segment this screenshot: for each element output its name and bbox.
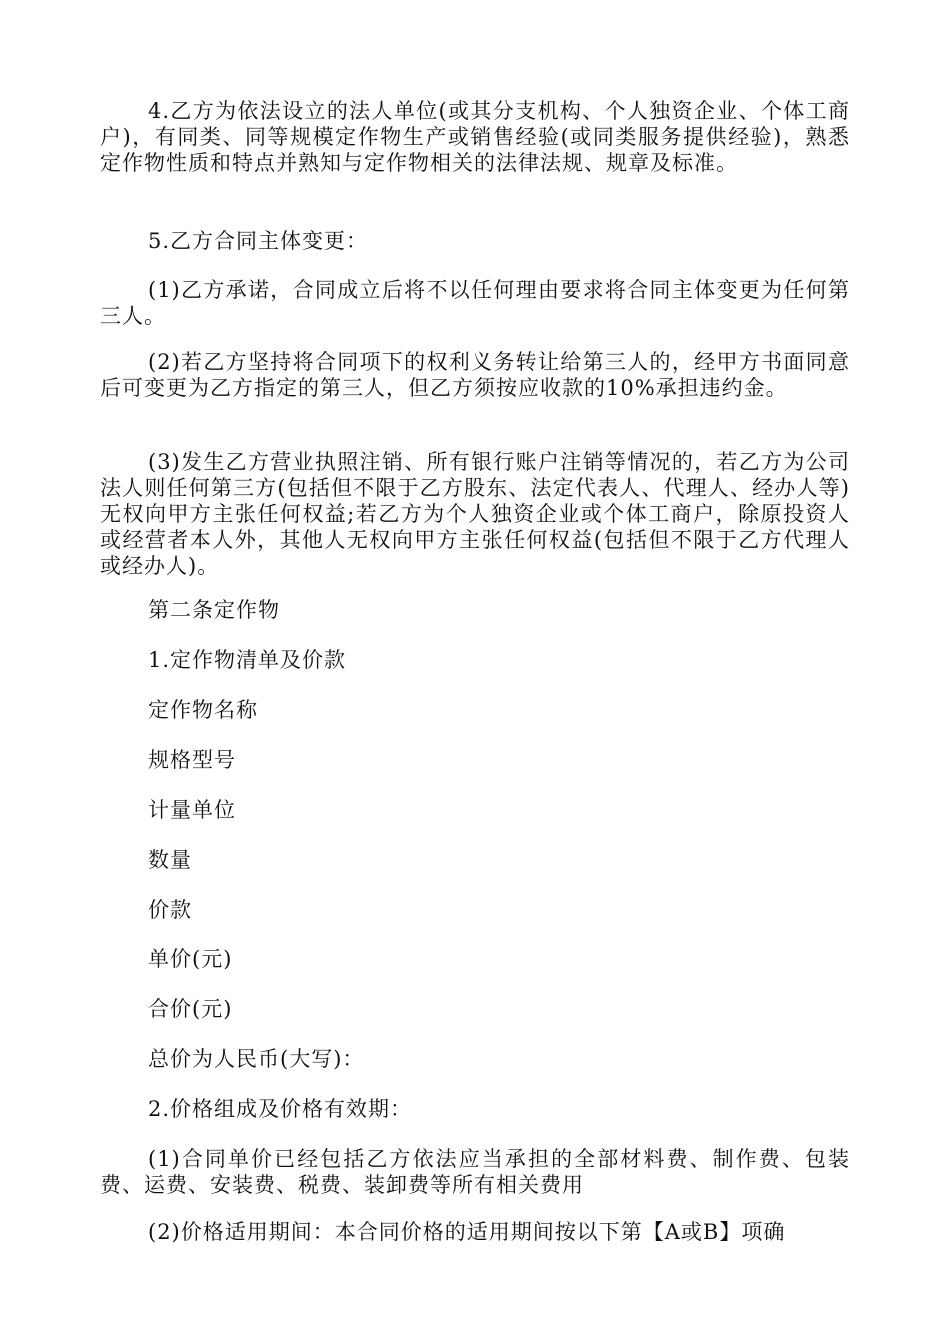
paragraph-item-list-heading: 1.定作物清单及价款: [148, 648, 347, 672]
paragraph-price-validity-clause-2: (2)价格适用期间：本合同价格的适用期间按以下第【A或B】项确: [148, 1220, 786, 1244]
section-heading-article-2: 第二条定作物: [148, 598, 280, 622]
field-label-unit-price: 单价(元): [148, 947, 233, 971]
field-label-total-price: 合价(元): [148, 997, 233, 1021]
field-label-price: 价款: [148, 898, 192, 922]
paragraph-subject-change-clause-1: (1)乙方承诺，合同成立后将不以任何理由要求将合同主体变更为任何第三人。: [100, 278, 850, 328]
paragraph-subject-change-clause-3: (3)发生乙方营业执照注销、所有银行账户注销等情况的，若乙方为公司法人则任何第三方(包括但不限于乙方股东、法定代表人、代理人、经办人等)无权向甲方主张任何权益;若乙方为个人独资企业或个体工商户，除原投资人或经营者本人外，其他人无权向甲方主张任何权益(包括但不限于乙方代理人或经办人)。: [100, 450, 850, 578]
paragraph-party-b-subject-change-heading: 5.乙方合同主体变更：: [148, 229, 369, 253]
paragraph-subject-change-clause-2: (2)若乙方坚持将合同项下的权利义务转让给第三人的，经甲方书面同意后可变更为乙方指定的第三人，但乙方须按应收款的10%承担违约金。: [100, 350, 850, 400]
field-label-spec-model: 规格型号: [148, 748, 236, 772]
paragraph-price-composition-heading: 2.价格组成及价格有效期：: [148, 1097, 413, 1121]
paragraph-party-b-qualification: 4.乙方为依法设立的法人单位(或其分支机构、个人独资企业、个体工商户)，有同类、同等规模定作物生产或销售经验(或同类服务提供经验)，熟悉定作物性质和特点并熟知与定作物相关的法律法规、规章及标准。: [100, 99, 850, 175]
field-label-quantity: 数量: [148, 848, 192, 872]
field-label-grand-total-rmb: 总价为人民币(大写)：: [148, 1047, 365, 1071]
paragraph-price-composition-clause-1: (1)合同单价已经包括乙方依法应当承担的全部材料费、制作费、包装费、运费、安装费、税费、装卸费等所有相关费用: [100, 1147, 850, 1197]
field-label-unit: 计量单位: [148, 798, 236, 822]
field-label-item-name: 定作物名称: [148, 698, 258, 722]
